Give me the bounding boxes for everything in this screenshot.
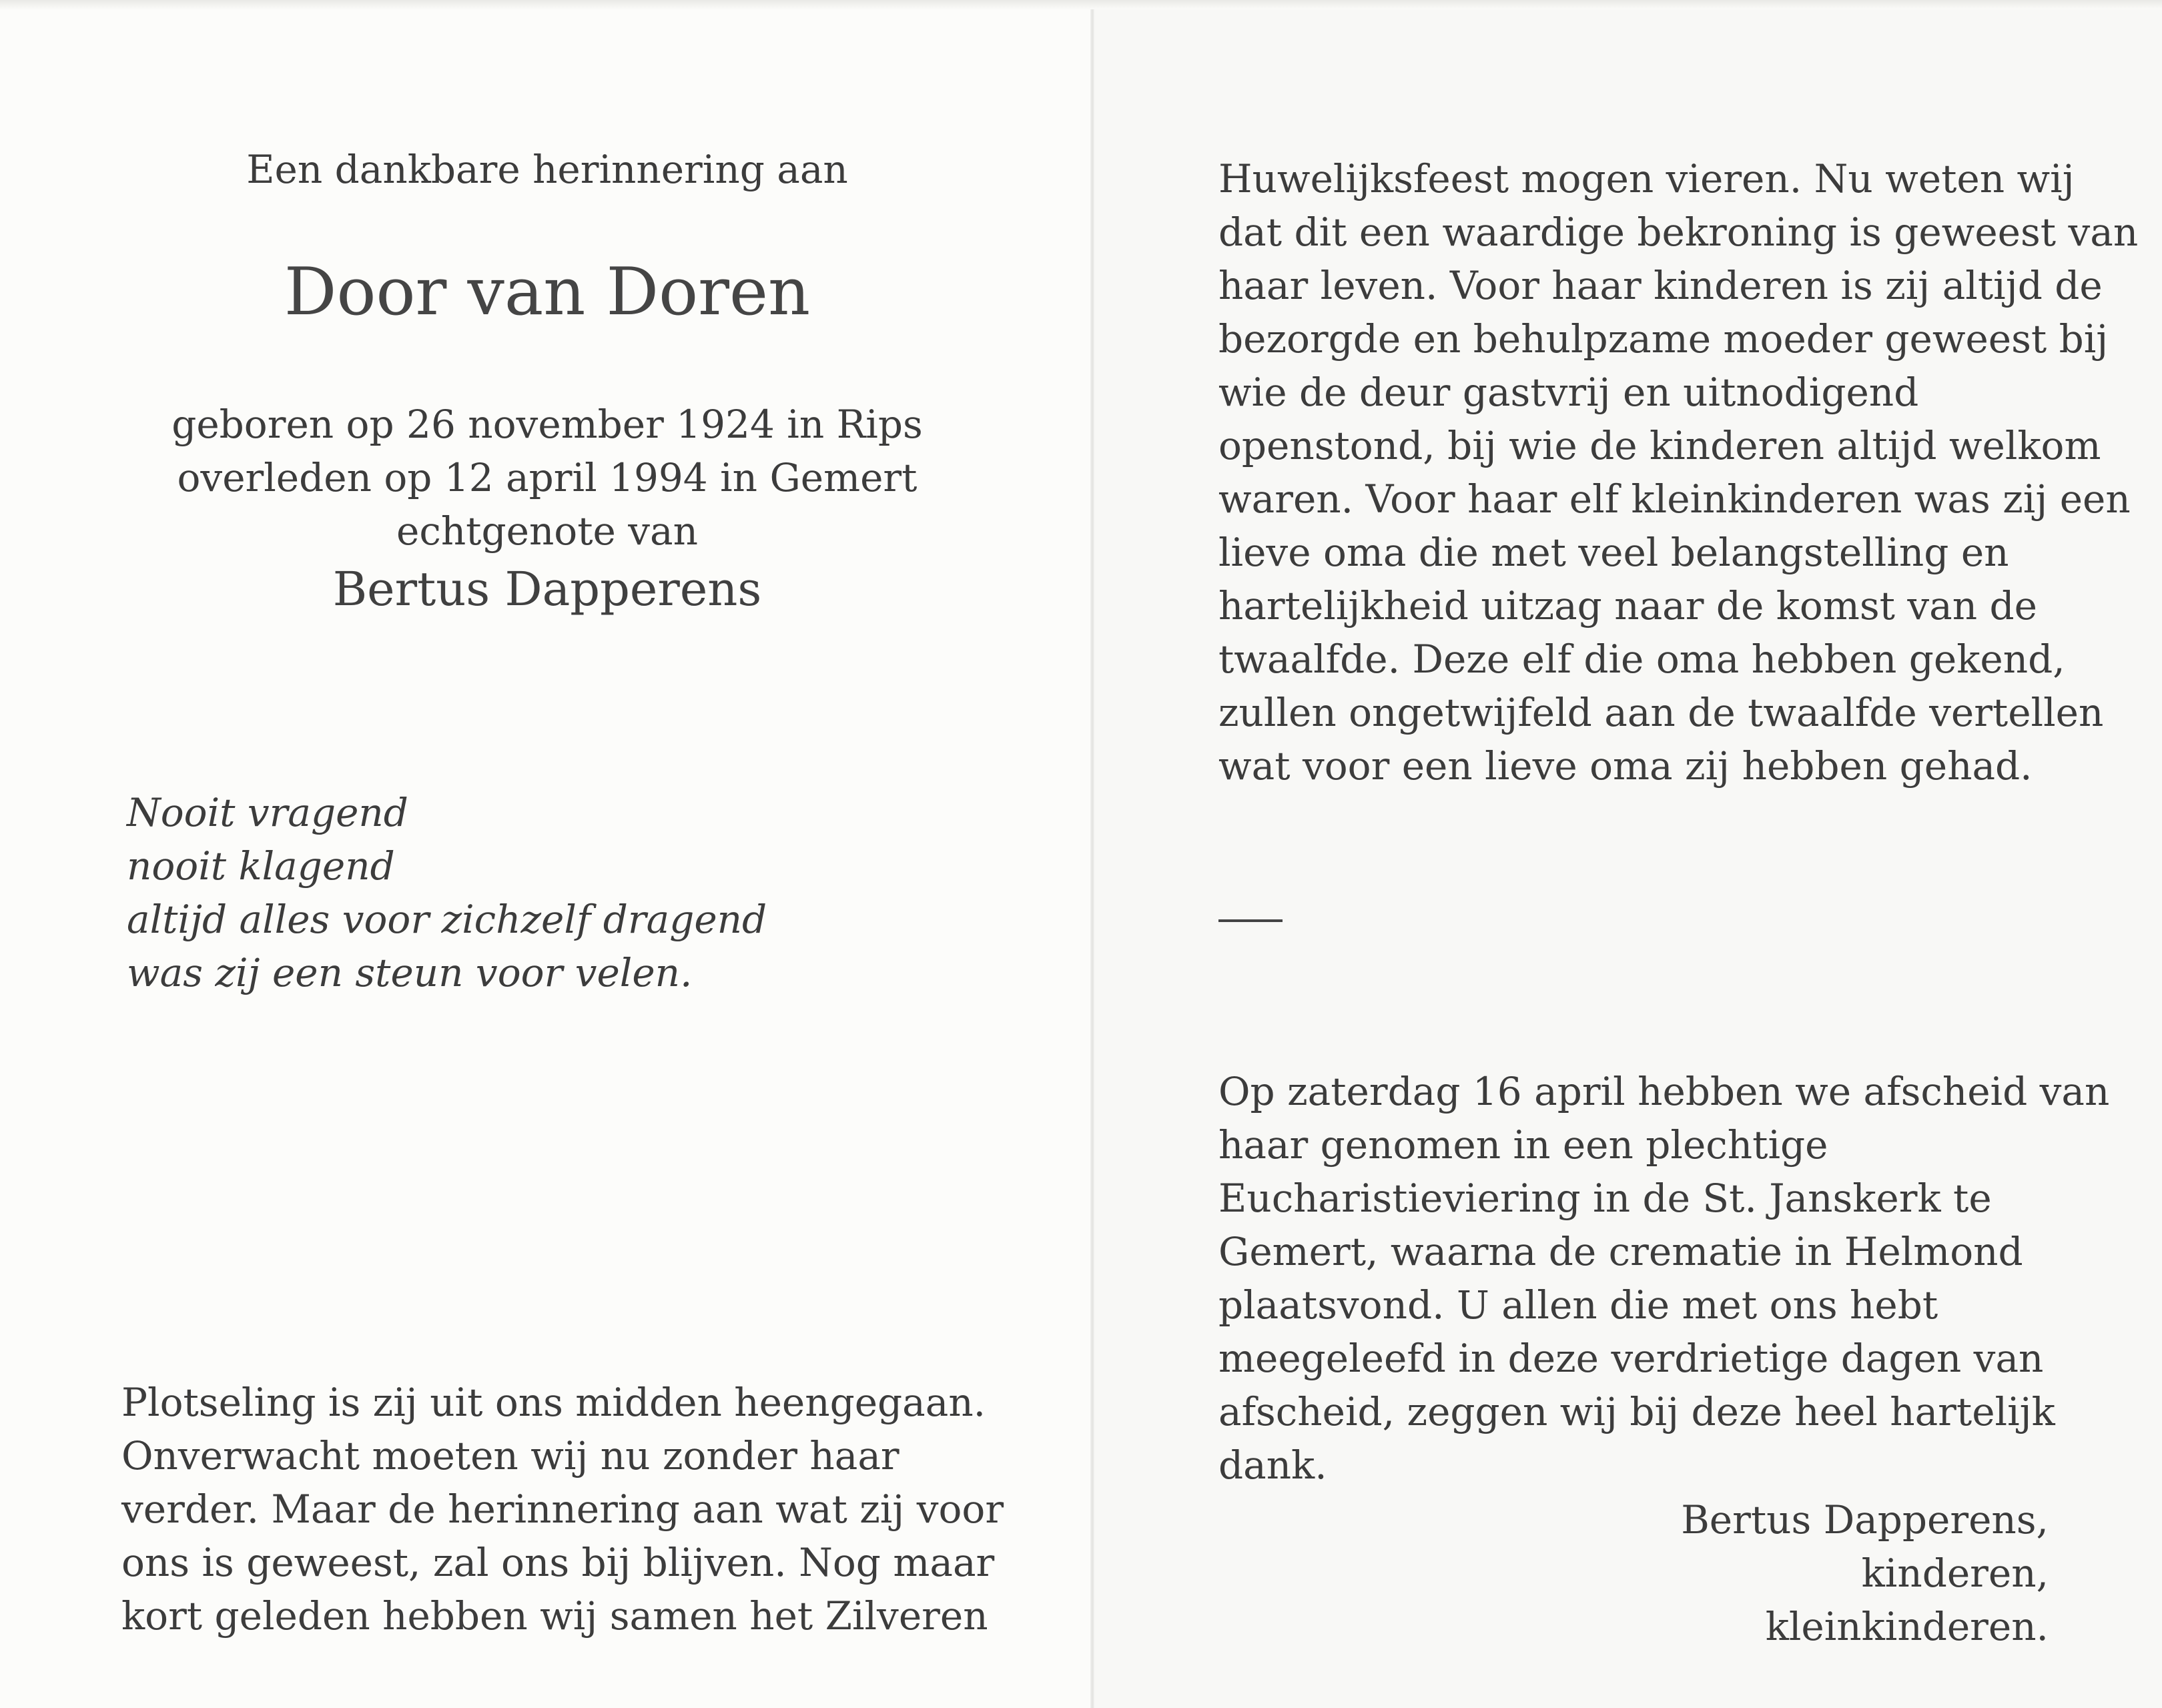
text-line: openstond, bij wie de kinderen altijd welkom xyxy=(1218,423,2101,468)
text-line: ons is geweest, zal ons bij blijven. Nog maar xyxy=(121,1540,995,1585)
right-body-text-1 xyxy=(1218,152,2138,793)
text-line: twaalfde. Deze elf die oma hebben gekend, xyxy=(1218,636,2065,682)
signature-line: kleinkinderen. xyxy=(1765,1604,2049,1649)
text-line: haar genomen in een plechtige xyxy=(1218,1122,1828,1168)
spouse-intro-line: echtgenote van xyxy=(396,508,698,554)
text-line: wie de deur gastvrij en uitnodigend xyxy=(1218,370,1919,415)
text-line: haar leven. Voor haar kinderen is zij altijd de xyxy=(1218,263,2103,308)
poem-line: Nooit vragend xyxy=(127,790,408,835)
spouse-name: Bertus Dapperens xyxy=(332,562,762,616)
death-line: overleden op 12 april 1994 in Gemert xyxy=(177,455,918,500)
text-line: Plotseling is zij uit ons midden heengegaan. xyxy=(121,1380,986,1425)
text-line: wat voor een lieve oma zij hebben gehad. xyxy=(1218,743,2033,789)
poem-line: altijd alles voor zichzelf dragend xyxy=(127,897,767,942)
text-line: Onverwacht moeten wij nu zonder haar xyxy=(121,1433,899,1478)
text-line: meegeleefd in deze verdrietige dagen van xyxy=(1218,1336,2044,1381)
intro-line: Een dankbare herinnering aan xyxy=(246,147,848,192)
text-line: waren. Voor haar elf kleinkinderen was zij een xyxy=(1218,476,2131,522)
text-line: kort geleden hebben wij samen het Zilveren xyxy=(121,1593,988,1639)
text-line: zullen ongetwijfeld aan de twaalfde vertellen xyxy=(1218,690,2104,735)
text-line: hartelijkheid uitzag naar de komst van de xyxy=(1218,583,2037,628)
top-edge-shadow xyxy=(0,0,2162,9)
separator-dash xyxy=(1218,919,1283,922)
left-body-text xyxy=(121,1376,1004,1643)
deceased-name: Door van Doren xyxy=(284,254,811,330)
text-line: verder. Maar de herinnering aan wat zij voor xyxy=(121,1486,1004,1532)
text-line: Gemert, waarna de crematie in Helmond xyxy=(1218,1229,2023,1274)
birth-line: geboren op 26 november 1924 in Rips xyxy=(171,402,923,447)
right-body-text-2 xyxy=(1218,1065,2109,1492)
signature-block xyxy=(1681,1493,2049,1653)
signature-line: Bertus Dapperens, xyxy=(1681,1497,2049,1543)
text-line: dank. xyxy=(1218,1442,1327,1488)
text-line: afscheid, zeggen wij bij deze heel hartelijk xyxy=(1218,1389,2055,1434)
poem-line: nooit klagend xyxy=(127,843,395,889)
text-line: plaatsvond. U allen die met ons hebt xyxy=(1218,1282,1938,1328)
signature-line: kinderen, xyxy=(1861,1551,2049,1596)
text-line: Op zaterdag 16 april hebben we afscheid van xyxy=(1218,1069,2110,1114)
text-line: Eucharistieviering in de St. Janskerk te xyxy=(1218,1176,1992,1221)
poem xyxy=(127,786,767,999)
text-line: lieve oma die met veel belangstelling en xyxy=(1218,530,2009,575)
text-line: bezorgde en behulpzame moeder geweest bij xyxy=(1218,316,2109,362)
birth-death-details xyxy=(100,398,994,558)
text-line: dat dit een waardige bekroning is geweest van xyxy=(1218,209,2139,255)
text-line: Huwelijksfeest mogen vieren. Nu weten wij xyxy=(1218,156,2075,201)
poem-line: was zij een steun voor velen. xyxy=(127,950,693,995)
center-fold xyxy=(1090,0,1094,1708)
